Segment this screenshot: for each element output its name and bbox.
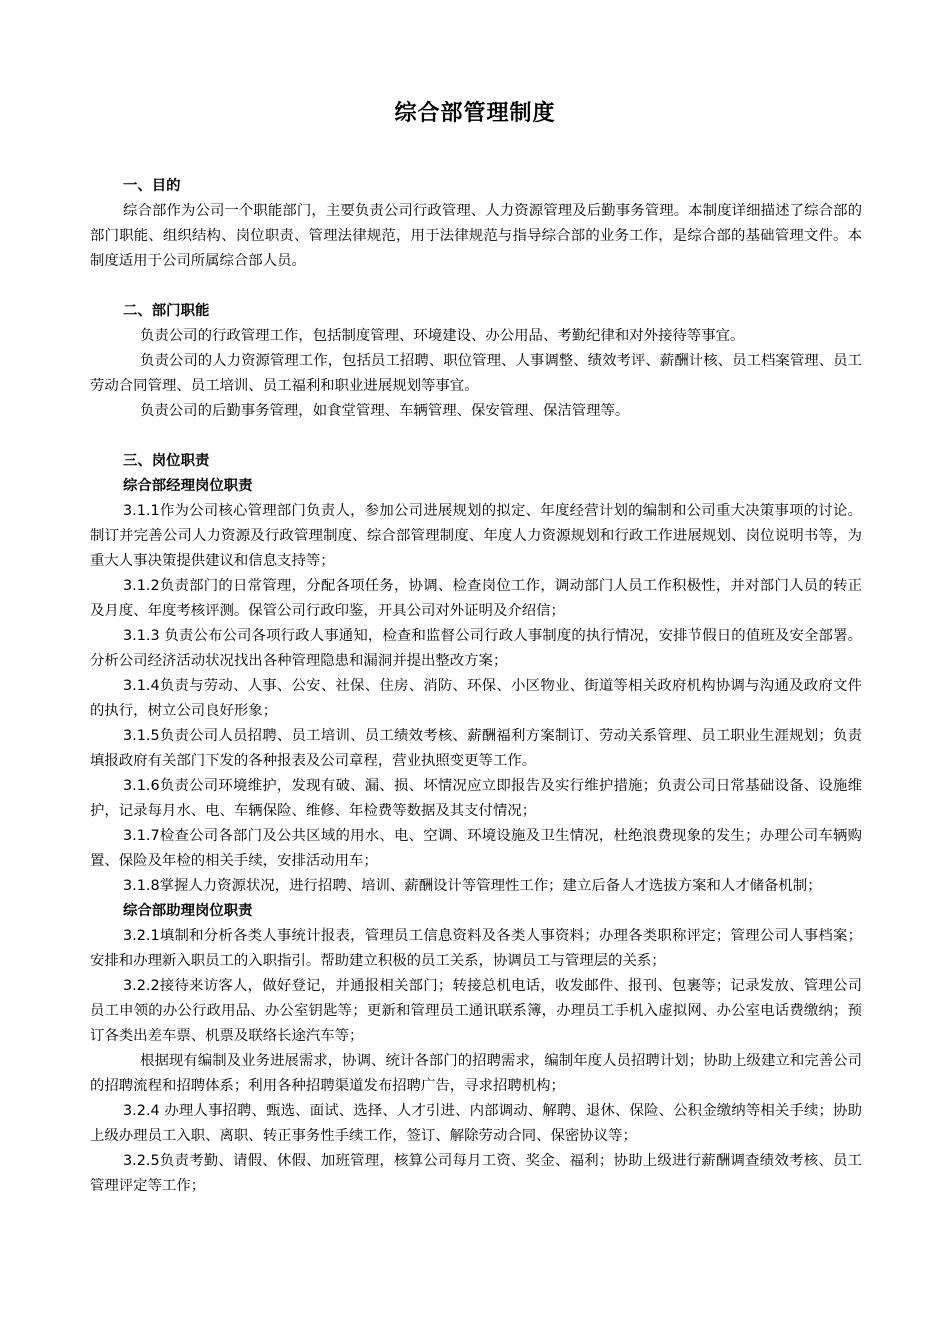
paragraph: 3.1.6负责公司环境维护，发现有破、漏、损、坏情况应立即报告及实行维护措施；负责公司日常基础设备、设施维护，记录每月水、电、车辆保险、维修、年检费等数据及其支付情况；: [90, 778, 862, 819]
paragraph: 3.1.8掌握人力资源状况，进行招聘、培训、薪酬设计等管理性工作；建立后备人才选拔方案和人才储备机制；: [123, 878, 822, 894]
spacer: [90, 424, 862, 449]
paragraph: 3.2.2接待来访客人，做好登记，并通报相关部门；转接总机电话，收发邮件、报刊、包裹等；记录发放、管理公司员工申领的办公行政用品、办公室钥匙等；更新和管理员工通讯联系簿，办理员工手机入虚拟网、办公室电话费缴纳；预订各类出差车票、机票及联络长途汽车等；: [90, 978, 862, 1044]
paragraph: 综合部作为公司一个职能部门，主要负责公司行政管理、人力资源管理及后勤事务管理。本制度详细描述了综合部的部门职能、组织结构、岗位职责、管理法律规范，用于法律规范与指导综合部的业务工作，是综合部的基础管理文件。本制度适用于公司所属综合部人员。: [90, 203, 862, 269]
paragraph: 3.1.5负责公司人员招聘、员工培训、员工绩效考核、薪酬福利方案制订、劳动关系管理、员工职业生涯规划；负责填报政府有关部门下发的各种报表及公司章程，营业执照变更等工作。: [90, 728, 862, 769]
paragraph: 3.1.4负责与劳动、人事、公安、社保、住房、消防、环保、小区物业、街道等相关政府机构协调与沟通及政府文件的执行，树立公司良好形象；: [90, 678, 862, 719]
paragraph: 3.2.5负责考勤、请假、休假、加班管理，核算公司每月工资、奖金、福利；协助上级进行薪酬调查绩效考核、员工管理评定等工作；: [90, 1153, 862, 1194]
paragraph: 3.2.4 办理人事招聘、甄选、面试、选择、人才引进、内部调动、解聘、退休、保险、公积金缴纳等相关手续；协助上级办理员工入职、离职、转正事务性手续工作，签订、解除劳动合同、保密协议等；: [90, 1103, 862, 1144]
document-body: [90, 174, 862, 1199]
paragraph: 负责公司的后勤事务管理，如食堂管理、车辆管理、保安管理、保洁管理等。: [140, 403, 630, 419]
section-heading-functions: 二、部门职能: [123, 303, 210, 319]
document-title: 综合部管理制度: [394, 101, 556, 126]
section-heading-duties: 三、岗位职责: [123, 453, 210, 469]
paragraph: 3.1.1作为公司核心管理部门负责人，参加公司进展规划的拟定、年度经营计划的编制和公司重大决策事项的讨论。制订并完善公司人力资源及行政管理制度、综合部管理制度、年度人力资源规划和行政工作进展规划、岗位说明书等，为重大人事决策提供建议和信息支持等；: [90, 503, 862, 569]
paragraph: 负责公司的人力资源管理工作，包括员工招聘、职位管理、人事调整、绩效考评、薪酬计核、员工档案管理、员工劳动合同管理、员工培训、员工福利和职业进展规划等事宜。: [90, 353, 862, 394]
subheading-manager-duties: 综合部经理岗位职责: [123, 478, 253, 494]
paragraph: 3.1.2负责部门的日常管理，分配各项任务，协调、检查岗位工作，调动部门人员工作积极性，并对部门人员的转正及月度、年度考核评测。保管公司行政印鉴，开具公司对外证明及介绍信；: [90, 578, 862, 619]
paragraph: 3.2.1填制和分析各类人事统计报表，管理员工信息资料及各类人事资料；办理各类职称评定；管理公司人事档案；安排和办理新入职员工的入职指引。帮助建立积极的员工关系，协调员工与管理层的关系；: [90, 928, 862, 969]
spacer: [90, 274, 862, 299]
paragraph: 3.1.7检查公司各部门及公共区域的用水、电、空调、环境设施及卫生情况，杜绝浪费现象的发生；办理公司车辆购置、保险及年检的相关手续，安排活动用车；: [90, 828, 862, 869]
paragraph: 根据现有编制及业务进展需求，协调、统计各部门的招聘需求，编制年度人员招聘计划；协助上级建立和完善公司的招聘流程和招聘体系；利用各种招聘渠道发布招聘广告，寻求招聘机构；: [90, 1053, 862, 1094]
subheading-assistant-duties: 综合部助理岗位职责: [123, 903, 253, 919]
paragraph: 负责公司的行政管理工作，包括制度管理、环境建设、办公用品、考勤纪律和对外接待等事宜。: [140, 328, 745, 344]
section-heading-purpose: 一、目的: [123, 178, 181, 194]
paragraph: 3.1.3 负责公布公司各项行政人事通知，检查和监督公司行政人事制度的执行情况，安排节假日的值班及安全部署。分析公司经济活动状况找出各种管理隐患和漏洞并提出整改方案；: [90, 628, 862, 669]
